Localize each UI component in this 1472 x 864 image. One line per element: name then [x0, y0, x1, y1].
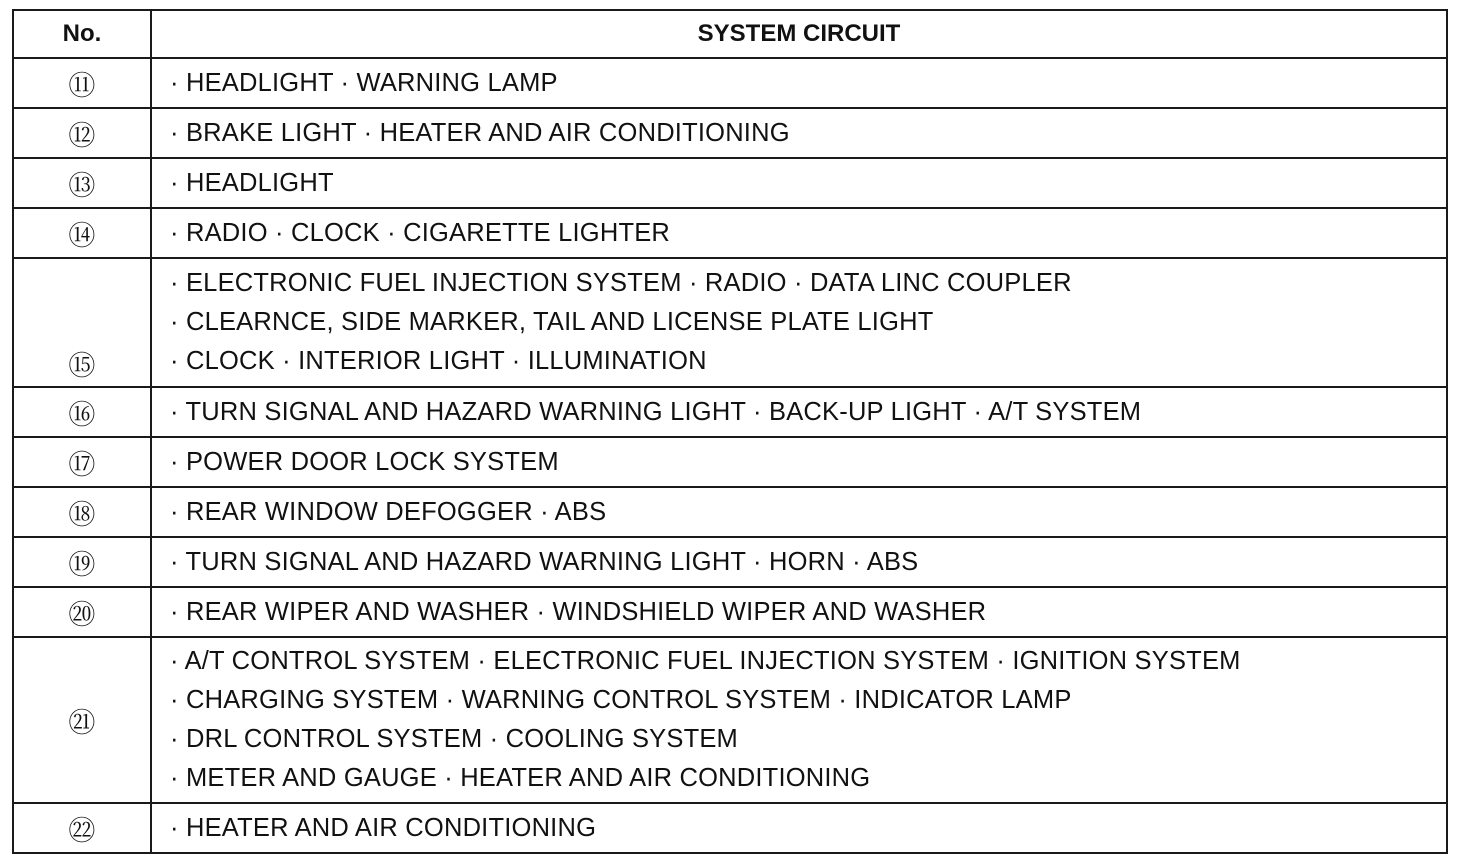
- circuit-line: · BRAKE LIGHT · HEATER AND AIR CONDITIONING: [170, 118, 790, 147]
- row-number: ⑫: [13, 108, 151, 158]
- table-row: [13, 537, 1447, 587]
- circuit-line: · CLOCK · INTERIOR LIGHT · ILLUMINATION: [170, 347, 707, 375]
- table-row: [13, 258, 1447, 387]
- row-number: ㉑: [13, 637, 151, 803]
- row-number: ⑰: [13, 437, 151, 487]
- circuit-list: [151, 108, 1447, 158]
- circuit-line: · TURN SIGNAL AND HAZARD WARNING LIGHT · HORN · ABS: [170, 547, 919, 576]
- header-row: [13, 10, 1447, 58]
- circuit-line: · REAR WIPER AND WASHER · WINDSHIELD WIPER AND WASHER: [170, 597, 987, 626]
- row-number: ⑭: [13, 208, 151, 258]
- row-number: ⑪: [13, 58, 151, 108]
- circuit-list: [151, 158, 1447, 208]
- circuit-list: [151, 803, 1447, 853]
- circuit-line: · METER AND GAUGE · HEATER AND AIR CONDITIONING: [170, 764, 871, 792]
- row-number: ⑯: [13, 387, 151, 437]
- circuit-list: [151, 437, 1447, 487]
- circuit-line: · ELECTRONIC FUEL INJECTION SYSTEM · RADIO · DATA LINC COUPLER: [170, 269, 1072, 297]
- circuit-list: [151, 537, 1447, 587]
- circuit-line: · CLEARNCE, SIDE MARKER, TAIL AND LICENSE PLATE LIGHT: [170, 308, 934, 336]
- table-row: [13, 158, 1447, 208]
- row-number: ⑲: [13, 537, 151, 587]
- circuit-list: [151, 208, 1447, 258]
- row-number: ⑱: [13, 487, 151, 537]
- header-system-circuit: SYSTEM CIRCUIT: [151, 10, 1447, 58]
- circuit-line: · DRL CONTROL SYSTEM · COOLING SYSTEM: [170, 725, 738, 753]
- table-row: [13, 487, 1447, 537]
- row-number: ㉒: [13, 803, 151, 853]
- table-row: [13, 437, 1447, 487]
- table-row: [13, 637, 1447, 803]
- row-number: ⑮: [13, 258, 151, 387]
- row-number: ⑬: [13, 158, 151, 208]
- circuit-list: [151, 587, 1447, 637]
- table-row: [13, 58, 1447, 108]
- circuit-list: [151, 58, 1447, 108]
- circuit-list: [151, 637, 1447, 803]
- circuit-line: · CHARGING SYSTEM · WARNING CONTROL SYSTEM · INDICATOR LAMP: [170, 686, 1072, 714]
- header-no: No.: [13, 10, 151, 58]
- circuit-line: · A/T CONTROL SYSTEM · ELECTRONIC FUEL INJECTION SYSTEM · IGNITION SYSTEM: [170, 647, 1241, 675]
- circuit-line: · POWER DOOR LOCK SYSTEM: [170, 447, 559, 476]
- circuit-line: · HEADLIGHT · WARNING LAMP: [170, 68, 558, 97]
- table-row: [13, 587, 1447, 637]
- circuit-line: · HEADLIGHT: [170, 168, 334, 197]
- table-row: [13, 803, 1447, 853]
- table-row: [13, 108, 1447, 158]
- circuit-list: [151, 258, 1447, 387]
- circuit-line: · REAR WINDOW DEFOGGER · ABS: [170, 497, 607, 526]
- table-row: [13, 387, 1447, 437]
- circuit-list: [151, 387, 1447, 437]
- table-row: [13, 208, 1447, 258]
- circuit-line: · RADIO · CLOCK · CIGARETTE LIGHTER: [170, 218, 671, 247]
- row-number: ⑳: [13, 587, 151, 637]
- system-circuit-table: [12, 9, 1448, 854]
- circuit-list: [151, 487, 1447, 537]
- circuit-line: · HEATER AND AIR CONDITIONING: [170, 813, 597, 842]
- circuit-line: · TURN SIGNAL AND HAZARD WARNING LIGHT · BACK-UP LIGHT · A/T SYSTEM: [170, 397, 1142, 426]
